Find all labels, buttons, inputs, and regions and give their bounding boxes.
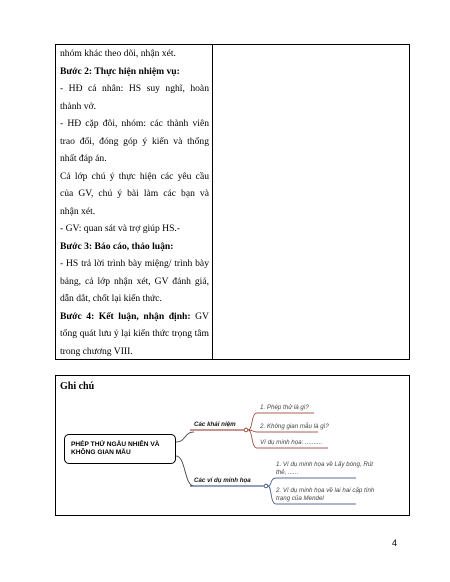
text-line: nhóm khác theo dõi, nhận xét. xyxy=(60,48,176,59)
text-line: thành vở. xyxy=(60,100,96,112)
lesson-table xyxy=(55,44,410,360)
text-line: bảng, cả lớp nhận xét, GV đánh giá, xyxy=(60,275,209,287)
page-number: 4 xyxy=(392,538,398,548)
branch-examples: Các ví dụ minh họa xyxy=(194,477,251,484)
text-line: trong chương VIII. xyxy=(60,345,133,357)
text-line: dẫn dắt, chốt lại kiến thức. xyxy=(60,293,162,304)
center-line-2: KHÔNG GIAN MẪU xyxy=(71,449,131,456)
center-line-1: PHÉP THỬ NGẪU NHIÊN VÀ xyxy=(71,441,160,448)
concept-item: 2. Không gian mẫu là gì? xyxy=(260,423,329,430)
note-title: Ghi chú xyxy=(60,381,95,392)
text-line: nhận xét. xyxy=(60,205,96,217)
text-line: nhất đáp án. xyxy=(60,153,107,164)
step-4-tail: GV xyxy=(190,310,209,322)
text-line: tổng quát lưu ý lại kiến thức trọng tâm xyxy=(60,328,209,339)
branch-concepts: Các khái niệm xyxy=(194,421,236,428)
example-item-1-line-1: 1. Ví dụ minh họa về Lấy bóng, Rút xyxy=(276,461,373,468)
text-line: - HS trả lời trình bày miệng/ trình bày xyxy=(60,258,209,269)
step-2-heading: Bước 2: Thực hiện nhiệm vụ: xyxy=(60,65,180,77)
product-column xyxy=(213,45,409,359)
text-line: trao đổi, đóng góp ý kiến và thống xyxy=(60,135,209,147)
step-4-line xyxy=(60,311,209,322)
example-item-1-line-2: thẻ, ...... xyxy=(276,469,299,476)
text-line: Cả lớp chú ý thực hiện các yêu cầu xyxy=(60,170,209,182)
step-4-heading: Bước 4: Kết luận, nhận định: xyxy=(60,310,191,322)
mindmap-center-node xyxy=(64,434,176,464)
connector-line xyxy=(268,478,356,486)
branch-node xyxy=(264,484,268,488)
connector-line xyxy=(176,432,194,442)
activity-column xyxy=(56,45,213,359)
example-item-2-line-2: trạng của Mendel xyxy=(276,495,324,502)
text-line: của GV, chú ý bài làm các bạn và xyxy=(60,188,209,199)
text-line: - HĐ cá nhân: HS suy nghĩ, hoàn xyxy=(60,83,209,94)
text-line: - HĐ cặp đôi, nhóm: các thành viên xyxy=(60,118,209,129)
example-item-2-line-1: 2. Ví dụ minh họa về lai hai cặp tính xyxy=(276,487,375,494)
connector-line xyxy=(176,456,194,486)
note-box xyxy=(55,375,410,516)
branch-node xyxy=(244,428,248,432)
connector-line xyxy=(248,430,318,432)
text-line: - GV: quan sát và trợ giúp HS.- xyxy=(60,223,181,234)
concept-item: 1. Phép thử là gì? xyxy=(260,404,309,411)
concept-item: Ví dụ minh họa: .......... xyxy=(260,439,323,446)
step-3-heading: Bước 3: Báo cáo, thảo luận: xyxy=(60,240,174,252)
